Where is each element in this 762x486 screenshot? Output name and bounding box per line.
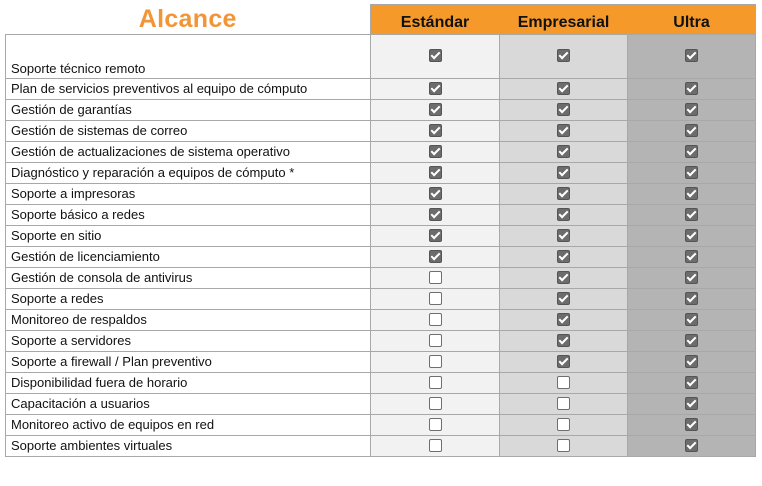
- cell-ultra: [628, 141, 756, 162]
- checkbox-checked-icon[interactable]: [557, 334, 570, 347]
- features-table: [5, 4, 756, 457]
- cell-ultra: [628, 309, 756, 330]
- checkbox-checked-icon[interactable]: [685, 355, 698, 368]
- cell-enterprise: [500, 34, 628, 78]
- cell-standard: [371, 435, 500, 456]
- table-row: [6, 183, 756, 204]
- checkbox-unchecked-icon[interactable]: [429, 355, 442, 368]
- cell-ultra: [628, 225, 756, 246]
- checkbox-checked-icon[interactable]: [429, 103, 442, 116]
- cell-standard: [371, 183, 500, 204]
- feature-label: Soporte en sitio: [6, 225, 371, 246]
- checkbox-unchecked-icon[interactable]: [429, 313, 442, 326]
- checkbox-checked-icon[interactable]: [685, 49, 698, 62]
- cell-standard: [371, 204, 500, 225]
- cell-enterprise: [500, 204, 628, 225]
- checkbox-unchecked-icon[interactable]: [429, 418, 442, 431]
- cell-ultra: [628, 330, 756, 351]
- checkbox-checked-icon[interactable]: [685, 271, 698, 284]
- checkbox-checked-icon[interactable]: [429, 229, 442, 242]
- checkbox-checked-icon[interactable]: [685, 397, 698, 410]
- feature-label: Soporte a firewall / Plan preventivo: [6, 351, 371, 372]
- cell-standard: [371, 267, 500, 288]
- table-row: [6, 288, 756, 309]
- checkbox-checked-icon[interactable]: [685, 187, 698, 200]
- checkbox-checked-icon[interactable]: [685, 334, 698, 347]
- cell-standard: [371, 330, 500, 351]
- cell-ultra: [628, 414, 756, 435]
- cell-enterprise: [500, 288, 628, 309]
- cell-standard: [371, 141, 500, 162]
- checkbox-unchecked-icon[interactable]: [557, 418, 570, 431]
- table-row: [6, 99, 756, 120]
- cell-enterprise: [500, 372, 628, 393]
- cell-ultra: [628, 351, 756, 372]
- checkbox-unchecked-icon[interactable]: [429, 292, 442, 305]
- cell-standard: [371, 34, 500, 78]
- cell-enterprise: [500, 99, 628, 120]
- checkbox-checked-icon[interactable]: [557, 229, 570, 242]
- feature-label: Capacitación a usuarios: [6, 393, 371, 414]
- table-row: [6, 225, 756, 246]
- checkbox-checked-icon[interactable]: [557, 292, 570, 305]
- cell-enterprise: [500, 351, 628, 372]
- cell-enterprise: [500, 435, 628, 456]
- feature-label: Soporte a servidores: [6, 330, 371, 351]
- checkbox-checked-icon[interactable]: [685, 82, 698, 95]
- feature-label: Soporte técnico remoto: [6, 34, 371, 78]
- checkbox-checked-icon[interactable]: [429, 124, 442, 137]
- checkbox-unchecked-icon[interactable]: [557, 376, 570, 389]
- checkbox-checked-icon[interactable]: [429, 166, 442, 179]
- checkbox-checked-icon[interactable]: [685, 418, 698, 431]
- table-row: [6, 78, 756, 99]
- checkbox-checked-icon[interactable]: [429, 145, 442, 158]
- cell-enterprise: [500, 309, 628, 330]
- cell-standard: [371, 393, 500, 414]
- checkbox-checked-icon[interactable]: [557, 49, 570, 62]
- cell-enterprise: [500, 225, 628, 246]
- checkbox-checked-icon[interactable]: [685, 166, 698, 179]
- cell-ultra: [628, 78, 756, 99]
- checkbox-unchecked-icon[interactable]: [429, 439, 442, 452]
- table-row: [6, 309, 756, 330]
- table-title: Alcance: [6, 5, 371, 35]
- feature-label: Monitoreo de respaldos: [6, 309, 371, 330]
- table-row: [6, 414, 756, 435]
- cell-standard: [371, 246, 500, 267]
- checkbox-checked-icon[interactable]: [685, 250, 698, 263]
- cell-ultra: [628, 204, 756, 225]
- plan-header-enterprise: Empresarial: [500, 5, 628, 35]
- cell-enterprise: [500, 330, 628, 351]
- checkbox-checked-icon[interactable]: [685, 208, 698, 221]
- cell-ultra: [628, 372, 756, 393]
- cell-ultra: [628, 162, 756, 183]
- feature-label: Gestión de consola de antivirus: [6, 267, 371, 288]
- checkbox-checked-icon[interactable]: [685, 103, 698, 116]
- plan-header-standard: Estándar: [371, 5, 500, 35]
- cell-ultra: [628, 267, 756, 288]
- checkbox-checked-icon[interactable]: [557, 124, 570, 137]
- feature-label: Gestión de garantías: [6, 99, 371, 120]
- table-row: [6, 204, 756, 225]
- cell-enterprise: [500, 267, 628, 288]
- cell-standard: [371, 351, 500, 372]
- plan-header-ultra: Ultra: [628, 5, 756, 35]
- cell-standard: [371, 225, 500, 246]
- checkbox-checked-icon[interactable]: [557, 208, 570, 221]
- checkbox-checked-icon[interactable]: [557, 166, 570, 179]
- table-row: [6, 435, 756, 456]
- checkbox-checked-icon[interactable]: [557, 271, 570, 284]
- cell-enterprise: [500, 120, 628, 141]
- cell-enterprise: [500, 393, 628, 414]
- table-row: [6, 267, 756, 288]
- checkbox-checked-icon[interactable]: [685, 229, 698, 242]
- cell-ultra: [628, 393, 756, 414]
- checkbox-checked-icon[interactable]: [557, 145, 570, 158]
- checkbox-unchecked-icon[interactable]: [429, 334, 442, 347]
- cell-enterprise: [500, 246, 628, 267]
- checkbox-unchecked-icon[interactable]: [429, 271, 442, 284]
- cell-standard: [371, 414, 500, 435]
- table-row: [6, 351, 756, 372]
- checkbox-checked-icon[interactable]: [685, 145, 698, 158]
- checkbox-checked-icon[interactable]: [557, 82, 570, 95]
- cell-enterprise: [500, 141, 628, 162]
- table-row: [6, 330, 756, 351]
- header-row: [6, 5, 756, 35]
- checkbox-unchecked-icon[interactable]: [429, 397, 442, 410]
- checkbox-unchecked-icon[interactable]: [429, 376, 442, 389]
- cell-standard: [371, 372, 500, 393]
- cell-ultra: [628, 99, 756, 120]
- feature-label: Diagnóstico y reparación a equipos de cómputo *: [6, 162, 371, 183]
- cell-ultra: [628, 435, 756, 456]
- checkbox-checked-icon[interactable]: [685, 376, 698, 389]
- checkbox-checked-icon[interactable]: [685, 439, 698, 452]
- cell-ultra: [628, 288, 756, 309]
- cell-ultra: [628, 34, 756, 78]
- cell-standard: [371, 78, 500, 99]
- cell-ultra: [628, 183, 756, 204]
- table-row: [6, 120, 756, 141]
- checkbox-checked-icon[interactable]: [557, 103, 570, 116]
- checkbox-checked-icon[interactable]: [557, 250, 570, 263]
- cell-standard: [371, 120, 500, 141]
- feature-label: Soporte básico a redes: [6, 204, 371, 225]
- checkbox-unchecked-icon[interactable]: [557, 439, 570, 452]
- checkbox-checked-icon[interactable]: [557, 187, 570, 200]
- cell-standard: [371, 288, 500, 309]
- cell-standard: [371, 162, 500, 183]
- table-row: [6, 141, 756, 162]
- feature-label: Plan de servicios preventivos al equipo de cómputo: [6, 78, 371, 99]
- feature-label: Gestión de licenciamiento: [6, 246, 371, 267]
- feature-label: Gestión de sistemas de correo: [6, 120, 371, 141]
- checkbox-checked-icon[interactable]: [429, 250, 442, 263]
- table-row: [6, 162, 756, 183]
- feature-label: Soporte ambientes virtuales: [6, 435, 371, 456]
- feature-label: Monitoreo activo de equipos en red: [6, 414, 371, 435]
- checkbox-checked-icon[interactable]: [685, 124, 698, 137]
- checkbox-checked-icon[interactable]: [429, 49, 442, 62]
- feature-label: Soporte a redes: [6, 288, 371, 309]
- checkbox-checked-icon[interactable]: [685, 313, 698, 326]
- checkbox-checked-icon[interactable]: [429, 82, 442, 95]
- feature-label: Disponibilidad fuera de horario: [6, 372, 371, 393]
- cell-enterprise: [500, 78, 628, 99]
- table-row: [6, 393, 756, 414]
- checkbox-checked-icon[interactable]: [685, 292, 698, 305]
- cell-enterprise: [500, 414, 628, 435]
- cell-standard: [371, 309, 500, 330]
- checkbox-checked-icon[interactable]: [557, 313, 570, 326]
- cell-ultra: [628, 246, 756, 267]
- checkbox-checked-icon[interactable]: [429, 187, 442, 200]
- cell-standard: [371, 99, 500, 120]
- table-row: [6, 34, 756, 78]
- cell-ultra: [628, 120, 756, 141]
- feature-label: Soporte a impresoras: [6, 183, 371, 204]
- table-row: [6, 246, 756, 267]
- feature-label: Gestión de actualizaciones de sistema operativo: [6, 141, 371, 162]
- cell-enterprise: [500, 162, 628, 183]
- checkbox-checked-icon[interactable]: [557, 355, 570, 368]
- cell-enterprise: [500, 183, 628, 204]
- checkbox-unchecked-icon[interactable]: [557, 397, 570, 410]
- table-row: [6, 372, 756, 393]
- checkbox-checked-icon[interactable]: [429, 208, 442, 221]
